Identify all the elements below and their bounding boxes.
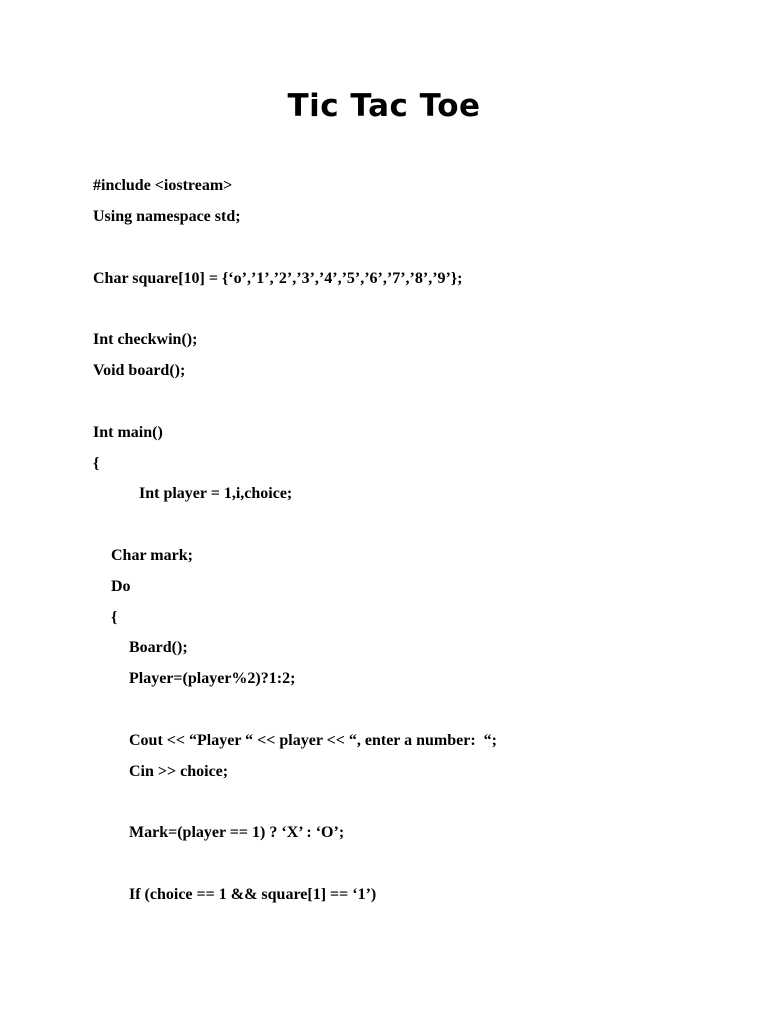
- code-line-if-choice: If (choice == 1 && square[1] == ‘1’): [129, 886, 377, 903]
- code-line-do-brace: {: [111, 609, 118, 626]
- code-line-square-array: Char square[10] = {‘o’,’1’,’2’,’3’,’4’,’5’,’6’,’7’,’8’,’9’};: [93, 270, 463, 287]
- code-line-mark-decl: Char mark;: [111, 547, 193, 564]
- code-line-checkwin-decl: Int checkwin();: [93, 331, 198, 348]
- code-line-namespace: Using namespace std;: [93, 208, 241, 225]
- code-line-include: #include <iostream>: [93, 177, 233, 194]
- code-line-player-assign: Player=(player%2)?1:2;: [129, 670, 296, 687]
- code-line-mark-assign: Mark=(player == 1) ? ‘X’ : ‘O’;: [129, 824, 345, 841]
- code-line-cin: Cin >> choice;: [129, 763, 229, 780]
- code-line-main: Int main(): [93, 424, 163, 441]
- code-line-board-call: Board();: [129, 639, 188, 656]
- code-line-open-brace: {: [93, 455, 100, 472]
- document-title: Tic Tac Toe: [287, 88, 481, 124]
- code-line-board-decl: Void board();: [93, 362, 186, 379]
- code-line-do: Do: [111, 578, 131, 595]
- code-line-player-decl: Int player = 1,i,choice;: [139, 485, 293, 502]
- code-line-cout: Cout << “Player “ << player << “, enter a number: “;: [129, 732, 497, 749]
